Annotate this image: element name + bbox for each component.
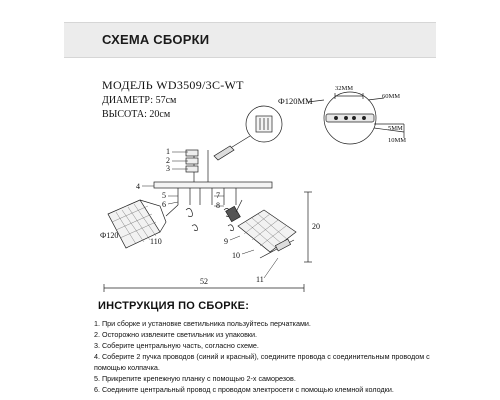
list-item: 4. Соберите 2 пучка проводов (синий и красный), соедините провода с соединительным проводом с помощью колпачка.: [94, 352, 430, 372]
depth-label: 60ММ: [382, 93, 401, 100]
part-number-5: 5: [162, 191, 166, 200]
model-label: МОДЕЛЬ WD3509/3C-WT: [102, 78, 244, 92]
screw-5-label: 5ММ: [388, 125, 403, 132]
magnifier-callout: [214, 106, 282, 160]
list-item: 5. Прикрепите крепежную планку с помощью 2-х саморезов.: [94, 374, 296, 383]
list-item: 3. Соберите центральную часть, согласно схеме.: [94, 341, 259, 350]
part-number-11: 11: [256, 275, 264, 284]
part-number-2: 2: [166, 156, 170, 165]
screw-10-label: 10ММ: [388, 137, 407, 144]
main-bar: [154, 182, 272, 188]
assembly-diagram: [64, 0, 436, 300]
instructions-title: ИНСТРУКЦИЯ ПО СБОРКЕ:: [98, 300, 250, 312]
height-dimension-label: 20: [312, 222, 320, 231]
part-number-1: 1: [166, 147, 170, 156]
list-item: 6. Соедините центральный провод с проводом электросети с помощью клемной колодки.: [94, 385, 394, 394]
part-number-8: 8: [216, 201, 220, 210]
mount-diameter-label: Ф120ММ: [278, 96, 313, 106]
instructions-list: [94, 318, 434, 395]
part-number-6: 6: [162, 200, 166, 209]
part-number-9: 9: [224, 237, 228, 246]
diameter-label: ДИАМЕТР: 57см: [102, 95, 177, 106]
height-label: ВЫСОТА: 20см: [102, 109, 171, 120]
part-number-3: 3: [166, 164, 170, 173]
left-shade: [108, 200, 178, 248]
height-dimension: [304, 192, 312, 262]
assembly-sheet: [64, 0, 436, 400]
page-title: СХЕМА СБОРКИ: [102, 32, 210, 47]
part-number-7: 7: [216, 191, 220, 200]
width-dimension-label: 52: [200, 277, 208, 286]
shade-diameter-label: Ф120: [100, 231, 119, 240]
shade-length-label: 110: [150, 237, 162, 246]
list-item: 1. При сборке и установке светильника пользуйтесь перчатками.: [94, 319, 311, 328]
part-number-10: 10: [232, 251, 240, 260]
part-number-4: 4: [136, 182, 140, 191]
mounting-bar: [326, 114, 374, 122]
list-item: 2. Осторожно извлеките светильник из упаковки.: [94, 330, 258, 339]
hole-spacing-label: 32ММ: [335, 85, 354, 92]
